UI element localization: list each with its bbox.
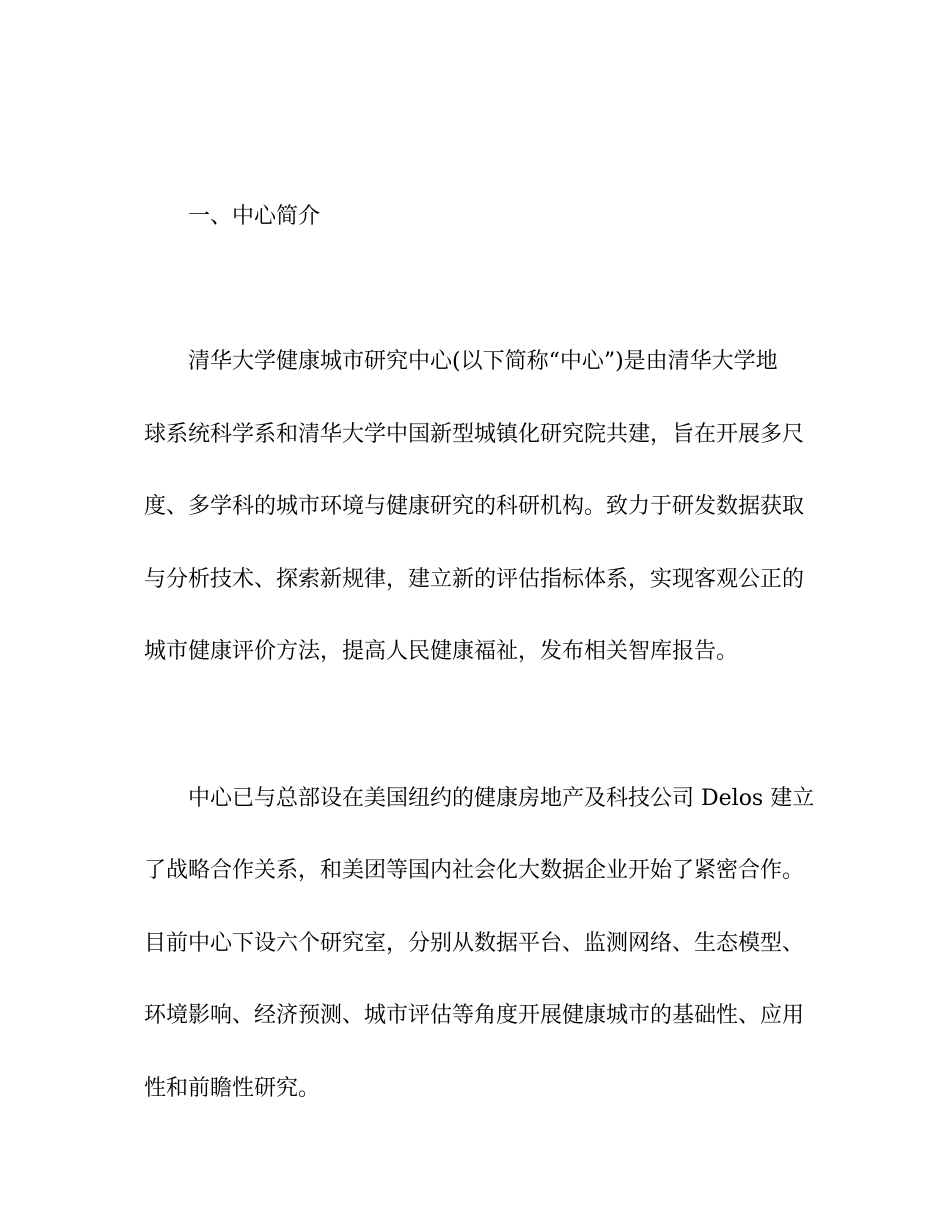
paragraph-line: 中心已与总部设在美国纽约的健康房地产及科技公司 Delos 建立 — [188, 786, 815, 811]
paragraph-line: 性和前瞻性研究。 — [144, 1076, 321, 1101]
paragraph-line: 目前中心下设六个研究室，分别从数据平台、监测网络、生态模型、 — [144, 931, 805, 956]
paragraph-line: 环境影响、经济预测、城市评估等角度开展健康城市的基础性、应用 — [144, 1003, 805, 1028]
paragraph-line: 与分析技术、探索新规律，建立新的评估指标体系，实现客观公正的 — [144, 567, 805, 592]
paragraph-line: 清华大学健康城市研究中心(以下简称“中心”)是由清华大学地 — [188, 349, 778, 374]
paragraph-line: 了战略合作关系，和美团等国内社会化大数据企业开始了紧密合作。 — [144, 858, 805, 883]
section-heading: 一、中心简介 — [188, 204, 321, 229]
paragraph-line: 度、多学科的城市环境与健康研究的科研机构。致力于研发数据获取 — [144, 494, 805, 519]
paragraph-line: 城市健康评价方法，提高人民健康福祉，发布相关智库报告。 — [144, 639, 739, 664]
paragraph-line: 球系统科学系和清华大学中国新型城镇化研究院共建，旨在开展多尺 — [144, 422, 805, 447]
